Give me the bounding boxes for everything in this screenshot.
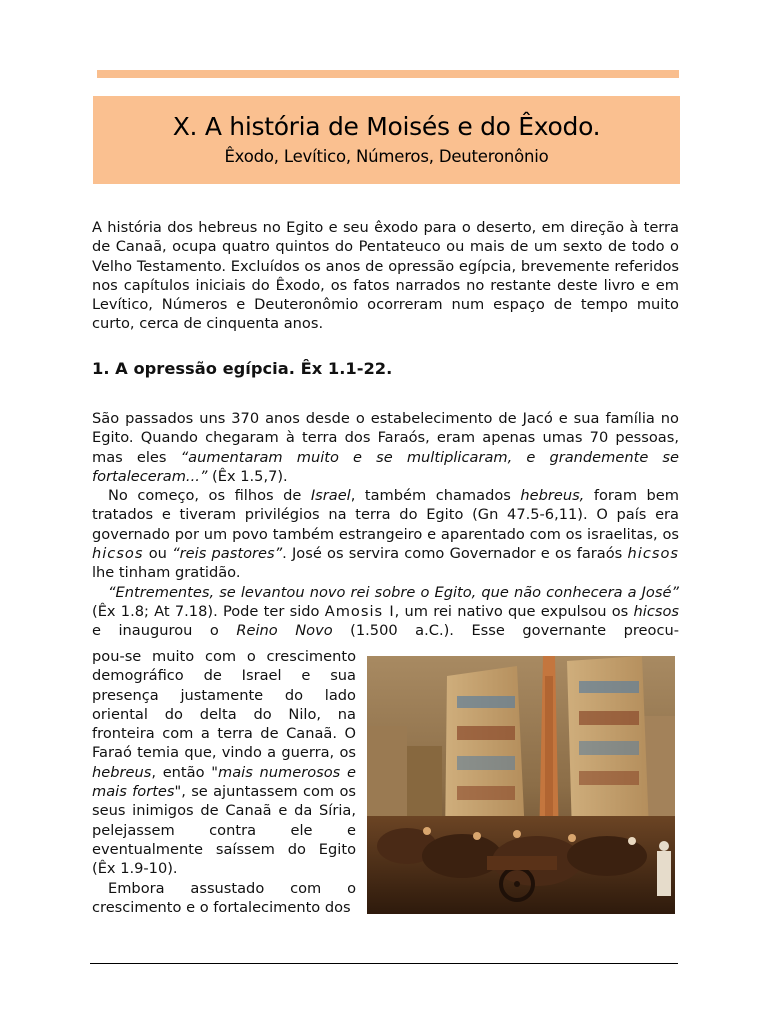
text-run: . José os servira como Governador e os faraós xyxy=(282,545,628,563)
italic-term: Israel xyxy=(310,487,351,505)
paragraph-1 xyxy=(92,409,679,486)
text-run: (1.500 a.C.). Esse governante preocu- xyxy=(332,622,679,640)
temple-pylon-left xyxy=(445,666,525,841)
italic-term: hicsos xyxy=(92,545,144,563)
section-body xyxy=(92,409,679,641)
italic-term: hicsos xyxy=(633,602,679,620)
chapter-title-box xyxy=(93,96,680,184)
section-heading: 1. A opressão egípcia. Êx 1.1-22. xyxy=(92,359,393,378)
paragraph-3-continued xyxy=(92,647,356,879)
italic-term: Reino Novo xyxy=(236,622,333,640)
italic-term: hebreus xyxy=(92,763,152,781)
text-run: (Êx 1.5,7). xyxy=(207,467,288,485)
temple-pylon-right xyxy=(567,656,649,834)
quote-text: “aumentaram muito e se multiplicaram, e grandemente se fortaleceram...” xyxy=(92,448,680,485)
quote-text: "mais numerosos e mais fortes" xyxy=(92,763,356,801)
italic-term: hicsos xyxy=(627,545,679,563)
top-decorative-rule xyxy=(97,70,679,78)
chapter-subtitle: Êxodo, Levítico, Números, Deuteronônio xyxy=(224,147,549,166)
intro-paragraph: A história dos hebreus no Egito e seu êxodo para o deserto, em direção à terra de Canaã, ocupa quatro quintos do Pentateuco ou mais de um sexto de todo o Velho Testamento. Excluídos os anos de opressão egípcia, brevemente referidos nos capítulos iniciais do Êxodo, os fatos narrados no restante deste livro e em Levítico, Números e Deuteronômio ocorreram num espaço de tempo muito curto, cerca de cinquenta anos. xyxy=(92,219,679,333)
bottom-rule xyxy=(90,963,678,964)
italic-term: hebreus, xyxy=(520,487,585,505)
text-run: e inaugurou o xyxy=(92,622,237,640)
text-run: (Êx 1.8; At 7.18). Pode ter sido xyxy=(92,602,325,620)
text-run: , então xyxy=(151,763,212,781)
paragraph-3 xyxy=(92,583,679,641)
paragraph-4: Embora assustado com o crescimento e o fortalecimento dos xyxy=(92,879,356,916)
quote-text: “reis pastores” xyxy=(172,545,283,563)
text-run: No começo, os filhos de xyxy=(108,487,311,505)
text-run: , se ajuntassem com os seus inimigos de Canaã e da Síria, pelejassem contra ele e eventualmente saíssem do Egito (Êx 1.9-10). xyxy=(92,783,356,878)
text-run: , também chamados xyxy=(350,487,521,505)
egyptian-temple-illustration xyxy=(367,656,675,914)
wrapped-text-column xyxy=(92,647,356,917)
chapter-title: X. A história de Moisés e do Êxodo. xyxy=(172,112,601,141)
king-name: Amosis I xyxy=(324,602,395,620)
text-run: lhe tinham gratidão. xyxy=(92,564,241,582)
paragraph-2 xyxy=(92,486,679,582)
text-run: foram bem tratados e tiveram privilégios na terra do Egito (Gn 47.5-6,11). O país era governado por um povo também estrangeiro e aparentado com os israelitas, os xyxy=(92,487,679,543)
quote-text: “Entrementes, se levantou novo rei sobre o Egito, que não conhecera a José” xyxy=(108,583,679,601)
text-run: , um rei nativo que expulsou os xyxy=(394,602,634,620)
text-run: ou xyxy=(143,545,173,563)
text-run: São passados uns 370 anos desde o estabelecimento de Jacó e sua família no Egito. Quando chegaram à terra dos Faraós, eram apenas umas 70 pessoas, mas eles xyxy=(92,410,679,466)
text-run: pou-se muito com o crescimento demográfico de Israel e sua presença justamente do lado oriental do delta do Nilo, na fronteira com a terra de Canaã. O Faraó temia que, vindo a guerra, os xyxy=(92,648,356,762)
